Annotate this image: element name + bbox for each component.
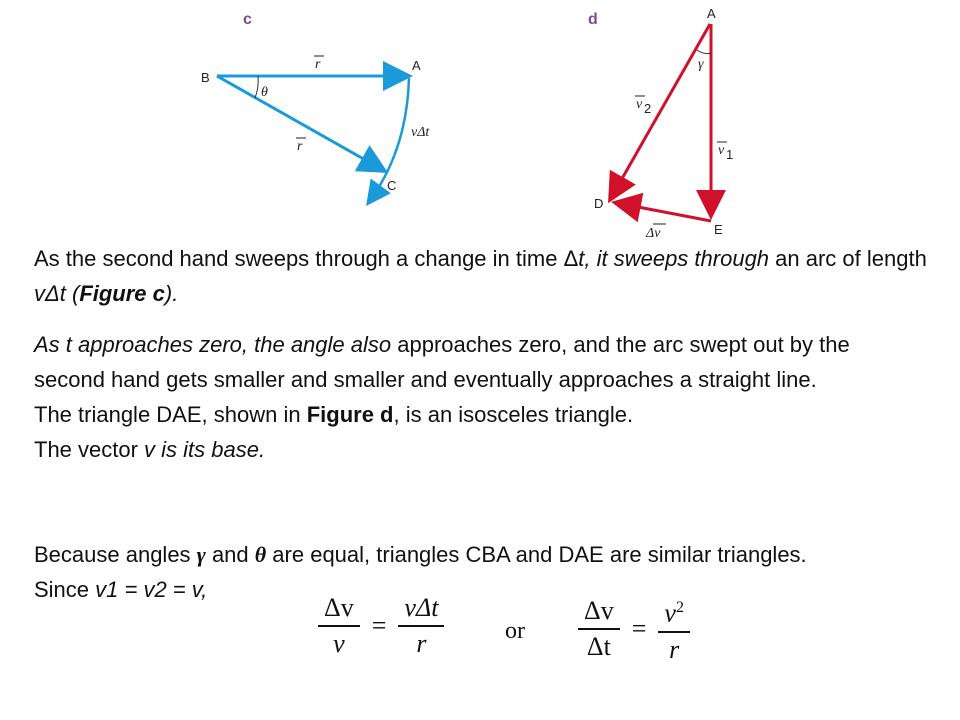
paragraph-4: The vector v is its base. <box>34 437 266 462</box>
paragraph-2: As t approaches zero, the angle also approaches zero, and the arc swept out by the second hand gets smaller and smaller and eventually approaches a straight line. <box>34 332 850 392</box>
paragraph-6: Since v1 = v2 = v, <box>34 577 208 602</box>
label-A: A <box>412 58 421 73</box>
label-r-diagonal: r <box>297 139 303 154</box>
eq1-rhs: $\frac{\text{vΔt}}{r}$ <box>398 593 444 659</box>
label-v2-sub: 2 <box>644 101 652 116</box>
explanation-text-2 <box>34 327 914 467</box>
theta-angle-arc <box>255 76 258 98</box>
eq2-rhs: $\frac{v^2}{r}$ <box>658 593 690 665</box>
label-B: B <box>201 70 210 85</box>
paragraph-3: The triangle DAE, shown in Figure d, is an isosceles triangle. <box>34 402 634 427</box>
label-E: E <box>714 222 723 237</box>
explanation-text-3 <box>34 537 914 607</box>
or-text: or <box>505 618 525 644</box>
paragraph-5: Because angles γ and θ are equal, triangles CBA and DAE are similar triangles. <box>34 542 807 567</box>
eq1-lhs: $\frac{\Delta v}{v}$ <box>318 593 360 659</box>
label-theta: θ <box>261 85 268 100</box>
vector-delta-v <box>617 203 711 221</box>
label-delta-v: Δv <box>646 226 661 241</box>
figure-c <box>195 0 465 220</box>
label-A-d: A <box>707 6 716 21</box>
figure-d <box>580 0 750 245</box>
label-gamma: γ <box>698 57 704 72</box>
equation-2: $\frac{\Delta v}{\Delta t}$ = $\frac{v^2}{r}$ <box>578 593 690 665</box>
equation-1: $\frac{\Delta v}{v}$ = $\frac{\text{vΔt}}{r}$ <box>318 593 444 659</box>
label-v2: v <box>636 97 643 112</box>
label-arc: vΔt <box>411 125 430 140</box>
gamma-angle-arc <box>697 50 711 54</box>
paragraph-1: As the second hand sweeps through a change in time Δt, it sweeps through an arc of length vΔt (Figure c). <box>34 246 927 306</box>
label-r-top: r <box>315 57 321 72</box>
eq2-lhs: $\frac{\Delta v}{\Delta t}$ <box>578 596 620 662</box>
explanation-text <box>34 241 934 311</box>
label-C: C <box>387 178 397 193</box>
vector-r-diagonal <box>217 76 383 170</box>
figure-c-tag: c <box>243 11 252 28</box>
label-v1-sub: 1 <box>726 147 734 162</box>
label-v1: v <box>718 143 725 158</box>
label-D: D <box>594 196 604 211</box>
figure-d-tag: d <box>588 11 598 28</box>
vector-v2 <box>611 24 710 198</box>
